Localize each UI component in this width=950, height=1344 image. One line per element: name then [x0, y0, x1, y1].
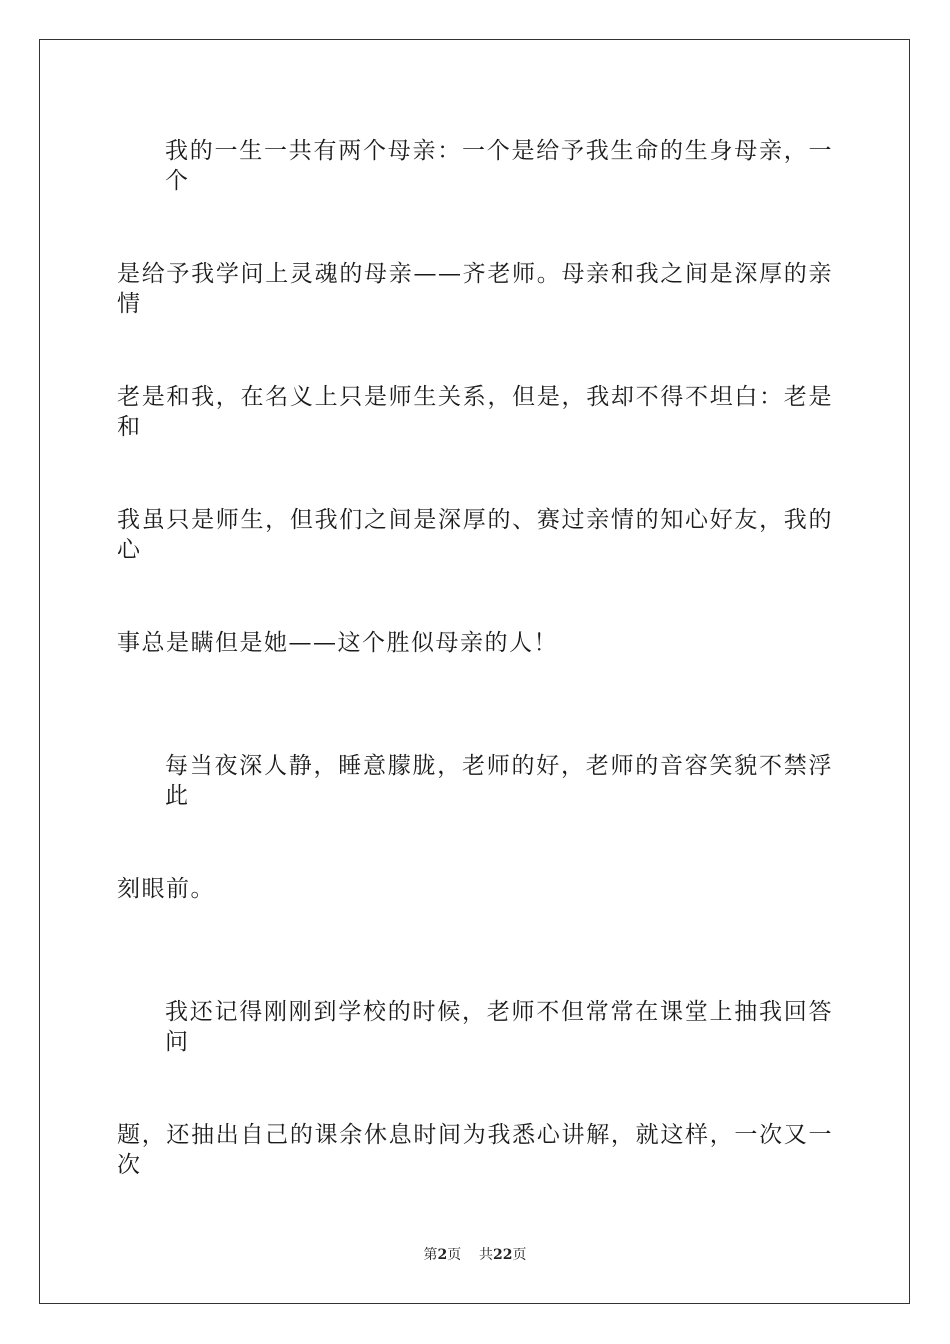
paragraph-line-3: 老是和我，在名义上只是师生关系，但是，我却不得不坦白：老是和: [117, 384, 833, 440]
page-current: 2: [437, 1247, 448, 1263]
total-suffix: 页: [512, 1247, 527, 1263]
page-total: 22: [493, 1247, 513, 1263]
paragraph-line-5: 事总是瞒但是她——这个胜似母亲的人！: [117, 630, 558, 656]
paragraph-line-2: 是给予我学问上灵魂的母亲——齐老师。母亲和我之间是深厚的亲情: [117, 261, 833, 317]
page-prefix: 第: [423, 1247, 438, 1263]
paragraph-line-8: 我还记得刚刚到学校的时候，老师不但常常在课堂上抽我回答问: [165, 999, 833, 1055]
page-footer: [0, 1245, 950, 1265]
paragraph-line-7: 刻眼前。: [117, 876, 215, 902]
paragraph-line-6: 每当夜深人静，睡意朦胧，老师的好，老师的音容笑貌不禁浮此: [165, 753, 833, 809]
paragraph-line-1: 我的一生一共有两个母亲：一个是给予我生命的生身母亲，一个: [165, 138, 833, 194]
paragraph-line-4: 我虽只是师生，但我们之间是深厚的、赛过亲情的知心好友，我的心: [117, 507, 833, 563]
paragraph-line-9: 题，还抽出自己的课余休息时间为我悉心讲解，就这样，一次又一次: [117, 1122, 833, 1178]
page-suffix: 页: [447, 1247, 462, 1263]
page-frame: [39, 39, 910, 1304]
total-prefix: 共: [479, 1247, 494, 1263]
